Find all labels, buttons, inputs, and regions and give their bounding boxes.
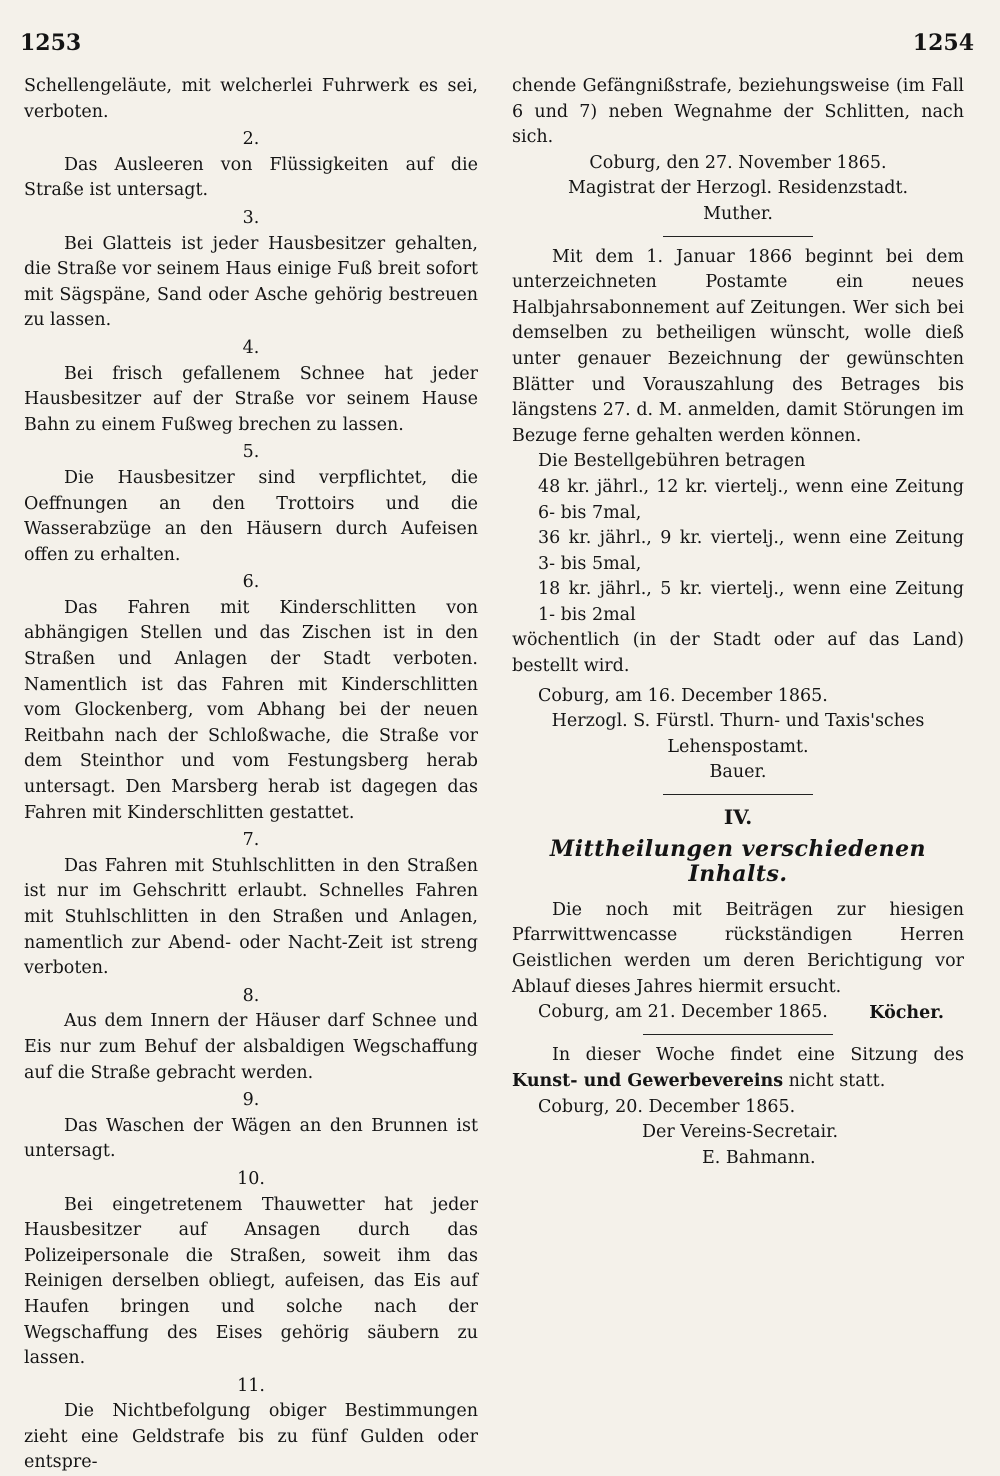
authority-verein: Der Vereins-Secretair. (642, 1122, 839, 1143)
rule-3-text: Bei Glatteis ist jeder Hausbesitzer gehalten, die Straße vor seinem Haus einige Fuß breit sofort mit Sägspäne, Sand oder Asche gehörig bestreuen zu lassen. (24, 233, 478, 331)
fee-line-1: 48 kr. jährl., 12 kr. viertelj., wenn eine Zeitung 6- bis 7mal, (538, 476, 964, 523)
dateline-magistrat: Coburg, den 27. November 1865. (589, 152, 887, 173)
section-number: IV. (723, 805, 753, 830)
divider-rule (663, 794, 813, 795)
signature-bauer: Bauer. (709, 762, 767, 783)
rule-number-8: 8. (242, 985, 260, 1006)
rule-number-11: 11. (237, 1375, 265, 1396)
notice-postamt: Mit dem 1. Januar 1866 beginnt bei dem unterzeichneten Postamte ein neues Halbjahrsabonnement auf Zeitungen. Wer sich bei demselben zu betheiligen wünscht, wolle dieß unter genauer Bezeichnung der gewünschten Blätter und Vorauszahlung des Betrages bis längstens 27. d. M. anmelden, damit Störungen im Bezuge ferne gehalten werden können. (512, 246, 964, 446)
dateline-postamt: Coburg, am 16. December 1865. (538, 685, 828, 706)
rule-number-2: 2. (242, 129, 260, 150)
section-title: Mittheilungen verschiedenen Inhalts. (549, 835, 927, 888)
notice-gewerbeverein (512, 1043, 964, 1094)
rule-number-3: 3. (242, 207, 260, 228)
rule-11-text: Die Nichtbefolgung obiger Bestimmungen zieht eine Geldstrafe bis zu fünf Gulden oder entspre- (24, 1401, 478, 1473)
fee-line-3: 18 kr. jährl., 5 kr. viertelj., wenn eine Zeitung 1- bis 2mal (538, 579, 964, 625)
notice-gewerbeverein-name: Kunst- und Gewerbevereins (512, 1070, 784, 1091)
notice-pfarrwittwencasse: Die noch mit Beiträgen zur hiesigen Pfarrwittwencasse rückständigen Herren Geistlichen werden um deren Berichtigung vor Ablauf dieses Jahres hiermit ersucht. (512, 899, 964, 997)
divider-rule (663, 236, 813, 237)
paragraph-continuation: chende Gefängnißstrafe, beziehungsweise (im Fall 6 und 7) neben Wegnahme der Schlitten, nach sich. (512, 76, 964, 148)
rule-4-text: Bei frisch gefallenem Schnee hat jeder Hausbesitzer auf der Straße vor seinem Hause Bahn zu einem Fußweg brechen zu lassen. (24, 363, 478, 435)
rule-number-7: 7. (242, 830, 260, 851)
signature-bahmann: E. Bahmann. (702, 1147, 816, 1168)
rule-number-4: 4. (242, 337, 260, 358)
fees-intro: Die Bestellgebühren betragen (538, 451, 806, 472)
authority-postamt: Herzogl. S. Fürstl. Thurn- und Taxis'sches Lehenspostamt. (551, 711, 925, 757)
right-column (512, 74, 964, 1171)
rule-number-5: 5. (242, 442, 260, 463)
page-number-right: 1254 (912, 30, 974, 56)
dateline-pfarr: Coburg, am 21. December 1865. (538, 1002, 828, 1023)
left-column (24, 74, 478, 1476)
rule-10-text: Bei eingetretenem Thauwetter hat jeder Hausbesitzer auf Ansagen durch das Polizeipersonale die Straßen, soweit ihm das Reinigen derselben obliegt, aufeisen, das Eis auf Haufen bringen und solche nach der Wegschaffung des Eises gehörig säubern zu lassen. (24, 1194, 478, 1369)
rule-5-text: Die Hausbesitzer sind verpflichtet, die Oeffnungen an den Trottoirs und die Wasserabzüge an den Häusern durch Aufeisen offen zu erhalten. (24, 467, 478, 565)
signature-muther: Muther. (703, 203, 773, 224)
authority-magistrat: Magistrat der Herzogl. Residenzstadt. (567, 178, 909, 199)
notice-gewerbeverein-part1: In dieser Woche findet eine Sitzung des (552, 1045, 964, 1066)
rule-9-text: Das Waschen der Wägen an den Brunnen ist untersagt. (24, 1115, 478, 1162)
fees-outro: wöchentlich (in der Stadt oder auf das Land) bestellt wird. (512, 630, 964, 677)
signature-koecher: Köcher. (869, 1002, 944, 1023)
rule-8-text: Aus dem Innern der Häuser darf Schnee und Eis nur zum Behuf der alsbaldigen Wegschaffung auf die Straße gebracht werden. (24, 1011, 478, 1083)
rule-number-9: 9. (242, 1090, 260, 1111)
rule-6-text: Das Fahren mit Kinderschlitten von abhängigen Stellen und das Zischen ist in den Straßen und Anlagen der Stadt verboten. Namentlich ist das Fahren mit Kinderschlitten vom Glockenberg, vom Abhang bei der neuen Reitbahn nach der Schloßwache, die Straße vor dem Steinthor und vom Festungsberg herab untersagt. Den Marsberg herab ist dagegen das Fahren mit Kinderschlitten gestattet. (24, 597, 478, 823)
divider-rule (643, 1034, 833, 1035)
page-number-left: 1253 (20, 30, 82, 56)
rule-7-text: Das Fahren mit Stuhlschlitten in den Straßen ist nur im Gehschritt erlaubt. Schnelles Fahren mit Stuhlschlitten in den Straßen und Anlagen, namentlich zur Abend- oder Nacht-Zeit ist streng verboten. (24, 855, 478, 979)
dateline-verein: Coburg, 20. December 1865. (538, 1096, 796, 1117)
notice-gewerbeverein-part3: nicht statt. (788, 1070, 886, 1091)
rule-2-text: Das Ausleeren von Flüssigkeiten auf die Straße ist untersagt. (24, 154, 478, 201)
rule-number-6: 6. (242, 572, 260, 593)
fee-line-2: 36 kr. jährl., 9 kr. viertelj., wenn eine Zeitung 3- bis 5mal, (538, 528, 964, 574)
rule-number-10: 10. (237, 1168, 265, 1189)
paragraph-intro: Schellengeläute, mit welcherlei Fuhrwerk es sei, verboten. (24, 76, 478, 122)
